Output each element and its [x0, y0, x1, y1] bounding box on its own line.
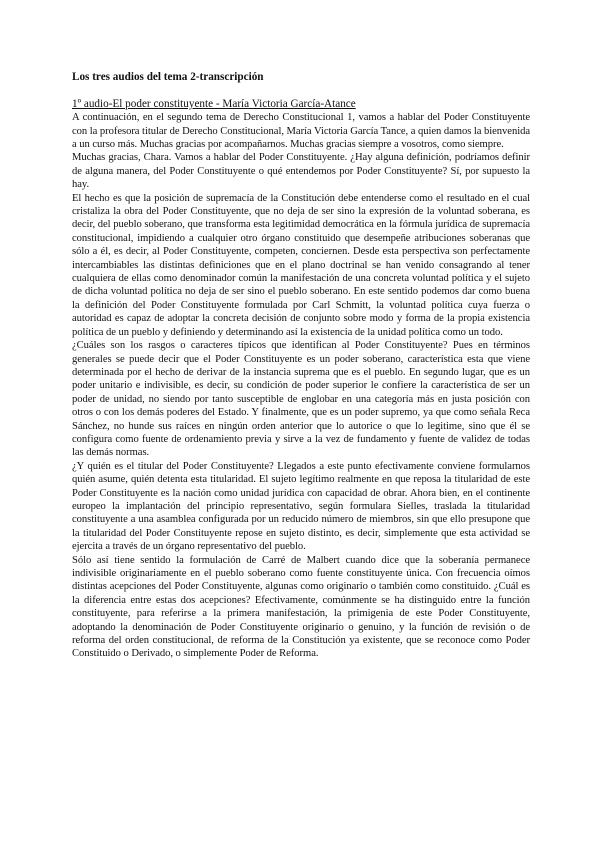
paragraph-6: Sólo así tiene sentido la formulación de Carré de Malbert cuando dice que la soberanía permanece indivisible originariamente en el pueblo soberano como fuente constituyente única. Con frecuencia oímos distintas acepciones del Poder Constituyente, algunas como originario o también como constituido. ¿Cuál es la diferencia entre estas dos acepciones? Efectivamente, comúnmente se ha distinguido entre la función constituyente, para referirse a la primera manifestación, la primigenia de este Poder Constituyente, adoptando la denominación de Poder Constituyente originario o genuino, y la función de revisión o de reforma del orden constitucional, de reforma de la Constitución ya existente, que se reconoce como Poder Constituido o Derivado, o simplemente Poder de Reforma.	[72, 554, 530, 660]
document-title: Los tres audios del tema 2-transcripción	[72, 71, 264, 83]
section-heading: 1º audio-El poder constituyente - María Victoria García-Atance	[72, 98, 356, 110]
document-page	[72, 70, 530, 661]
paragraph-1: A continuación, en el segundo tema de Derecho Constitucional 1, vamos a hablar del Poder Constituyente con la profesora titular de Derecho Constitucional, María Victoria García Tance, a quien damos la bienvenida a un curso más. Muchas gracias por acompañarnos. Muchas gracias siempre a vosotros, como siempre.	[72, 112, 530, 151]
paragraph-5: ¿Y quién es el titular del Poder Constituyente? Llegados a este punto efectivamente conviene formularnos quién asume, quién detenta esta titularidad. El sujeto legítimo realmente en que reposa la titularidad de este Poder Constituyente es la nación como unidad jurídica con capacidad de obrar. Ahora bien, en el continente europeo la implantación del principio representativo, según formulara Sielles, traslada la titularidad constituyente a una asamblea configurada por un reducido número de miembros, sin que ello presupone que la titularidad del Poder Constituyente repose en sujeto distinto, es decir, simplemente que esta actividad se ejercita a través de un órgano representativo del pueblo.	[72, 460, 530, 553]
paragraph-4: ¿Cuáles son los rasgos o caracteres típicos que identifican al Poder Constituyente? Pues en términos generales se puede decir que el Poder Constituyente es un poder soberano, característica esta que viene determinada por el hecho de derivar de la instancia suprema que es el pueblo. En segundo lugar, que es un poder unitario e indivisible, es decir, su condición de poder superior le confiere la característica de ser un poder de unidad, no siendo por tanto susceptible de englobar en una categoría más en justa posición con otros o con los demás poderes del Estado. Y finalmente, que es un poder supremo, ya que como señala Reca Sánchez, no hunde sus raíces en ningún orden anterior que lo autorice o que lo legitime, sino que él se configura como fuente de ordenamiento previa y sirve a la vez de fundamento y fuente de validez de todas las demás normas.	[72, 340, 530, 459]
paragraph-3: El hecho es que la posición de supremacía de la Constitución debe entenderse como el resultado en el cual cristaliza la obra del Poder Constituyente, que no deja de ser sino la expresión de la voluntad soberana, es decir, del pueblo soberano, que transforma esta legitimidad democrática en la fórmula jurídica de supremacía constitucional, impidiendo a cualquier otro órgano constituido que desempeñe atribuciones soberanas que sólo a él, es decir, al Poder Constituyente, competen, conciernen. Desde esta perspectiva son perfectamente intercambiables las distintas definiciones que en el plano doctrinal se han venido consagrando al tener cualquiera de ellas como denominador común la manifestación de una concreta voluntad política y el sujeto de dicha voluntad política no deja de ser sino el pueblo soberano. En este sentido podemos dar como buena la definición del Poder Constituyente formulada por Carl Schmitt, la voluntad política cuya fuerza o autoridad es capaz de adoptar la concreta decisión de conjunto sobre modo y forma de la propia existencia política de un pueblo y definiendo y determinando así la existencia de la unidad política como un todo.	[72, 192, 530, 338]
paragraph-2: Muchas gracias, Chara. Vamos a hablar del Poder Constituyente. ¿Hay alguna definición, podríamos definir de alguna manera, del Poder Constituyente o qué entendemos por Poder Constituyente? Sí, por supuesto la hay.	[72, 152, 530, 191]
